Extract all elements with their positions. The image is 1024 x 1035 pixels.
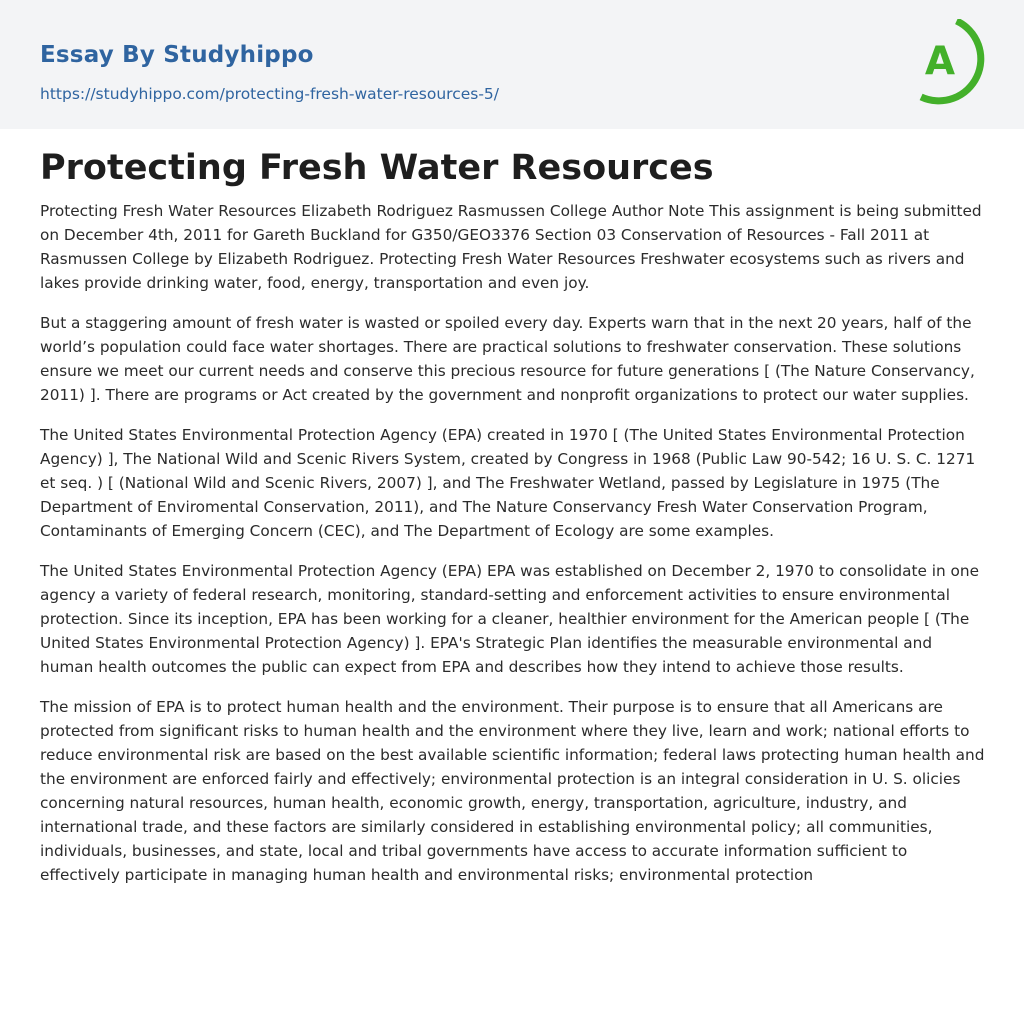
brand-title[interactable]: Essay By Studyhippo [40, 42, 314, 68]
site-header [0, 0, 1024, 129]
page-title: Protecting Fresh Water Resources [40, 148, 714, 188]
source-url-link[interactable]: https://studyhippo.com/protecting-fresh-water-resources-5/ [40, 85, 500, 103]
paragraph: The United States Environmental Protection Agency (EPA) EPA was established on December 2, 1970 to consolidate in one agency a variety of federal research, monitoring, standard-setting and enforcement activities to ensure environmental protection. Since its inception, EPA has been working for a cleaner, healthier environment for the American people [ (The United States Environmental Protection Agency) ]. EPA's Strategic Plan identifies the measurable environmental and human health outcomes the public can expect from EPA and describes how they intend to achieve those results. [40, 562, 980, 676]
paragraph: The mission of EPA is to protect human health and the environment. Their purpose is to ensure that all Americans are protected from significant risks to human health and the environment where they live, learn and work; national efforts to reduce environmental risk are based on the best available scientific information; federal laws protecting human health and the environment are enforced fairly and effectively; environmental protection is an integral consideration in U. S. olicies concerning natural resources, human health, economic growth, energy, transportation, agriculture, industry, and international trade, and these factors are similarly considered in establishing environmental policy; all communities, individuals, businesses, and state, local and tribal governments have access to accurate information sufficient to effectively participate in managing human health and environmental risks; environmental protection [40, 698, 985, 884]
logo-letter: A [924, 39, 956, 84]
paragraph: But a staggering amount of fresh water is wasted or spoiled every day. Experts warn that in the next 20 years, half of the world’s population could face water shortages. There are practical solutions to freshwater conservation. These solutions ensure we meet our current needs and conserve this precious resource for future generations [ (The Nature Conservancy, 2011) ]. There are programs or Act created by the government and nonprofit organizations to protect our water supplies. [40, 314, 975, 404]
paragraph: The United States Environmental Protection Agency (EPA) created in 1970 [ (The United States Environmental Protection Agency) ], The National Wild and Scenic Rivers System, created by Congress in 1968 (Public Law 90-542; 16 U. S. C. 1271 et seq. ) [ (National Wild and Scenic Rivers, 2007) ], and The Freshwater Wetland, passed by Legislature in 1975 (The Department of Enviromental Conservation, 2011), and The Nature Conservancy Fresh Water Conservation Program, Contaminants of Emerging Concern (CEC), and The Department of Ecology are some examples. [40, 426, 976, 540]
paragraph: Protecting Fresh Water Resources Elizabeth Rodriguez Rasmussen College Author Note This assignment is being submitted on December 4th, 2011 for Gareth Buckland for G350/GEO3376 Section 03 Conservation of Resources - Fall 2011 at Rasmussen College by Elizabeth Rodriguez. Protecting Fresh Water Resources Freshwater ecosystems such as rivers and lakes provide drinking water, food, energy, transportation and even joy. [40, 202, 982, 292]
article [40, 146, 990, 903]
